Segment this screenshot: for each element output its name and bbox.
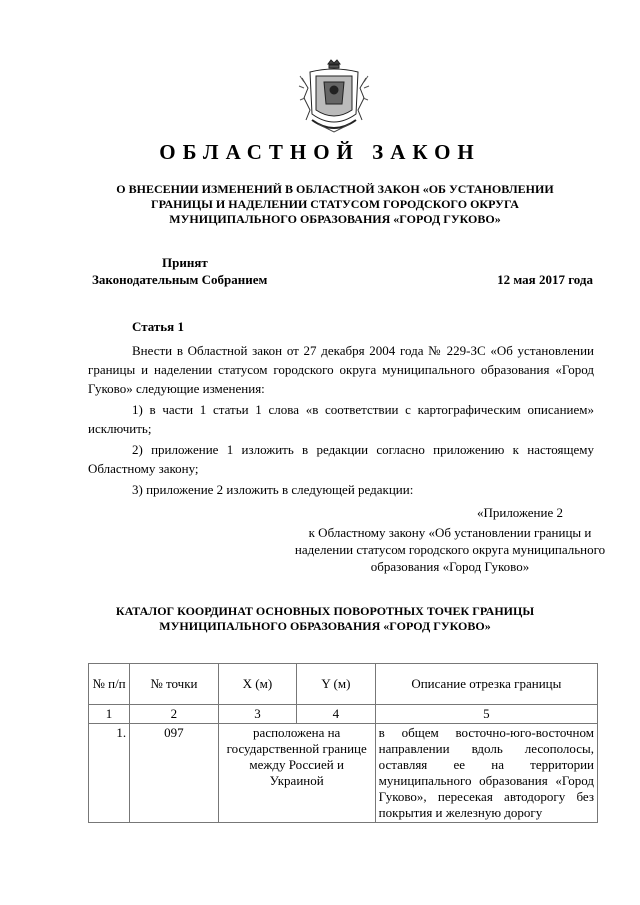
document-type-heading: ОБЛАСТНОЙ ЗАКОН xyxy=(159,140,481,164)
table-row xyxy=(89,724,598,823)
column-header-point: № точки xyxy=(130,664,219,705)
article-body xyxy=(88,341,594,501)
column-number: 2 xyxy=(130,705,219,724)
coat-of-arms-emblem xyxy=(298,58,370,138)
appendix-reference: к Областному закону «Об установлении границы и наделении статусом городского округа муниципального образования «Город Гуково» xyxy=(294,525,606,574)
row-point: 097 xyxy=(130,724,219,823)
column-header-x: X (м) xyxy=(218,664,296,705)
column-number-row xyxy=(89,705,598,724)
row-coordinates: расположена на государственной границе между Россией и Украиной xyxy=(218,724,375,823)
column-header-number: № п/п xyxy=(89,664,130,705)
column-number: 4 xyxy=(297,705,375,724)
adopted-by-label: Законодательным Собранием xyxy=(92,272,268,287)
column-header-description: Описание отрезка границы xyxy=(375,664,597,705)
catalog-title: КАТАЛОГ КООРДИНАТ ОСНОВНЫХ ПОВОРОТНЫХ ТОЧЕК ГРАНИЦЫ МУНИЦИПАЛЬНОГО ОБРАЗОВАНИЯ «ГОРОД ГУКОВО» xyxy=(115,604,535,633)
row-number: 1. xyxy=(89,724,130,823)
column-header-y: Y (м) xyxy=(297,664,375,705)
column-number: 1 xyxy=(89,705,130,724)
article-paragraph: Внести в Областной закон от 27 декабря 2004 года № 229-ЗС «Об установлении границы и наделении статусом городского округа муниципального образования «Город Гуково» следующие изменения: xyxy=(88,343,594,396)
row-description: в общем восточно-юго-восточном направлении вдоль лесополосы, оставляя ее на территории муниципального образования «Город Гуково», пересекая автодорогу без покрытия и железную дорогу xyxy=(375,724,597,823)
document-title: О ВНЕСЕНИИ ИЗМЕНЕНИЙ В ОБЛАСТНОЙ ЗАКОН «ОБ УСТАНОВЛЕНИИ ГРАНИЦЫ И НАДЕЛЕНИИ СТАТУСОМ ГОРОДСКОГО ОКРУГА МУНИЦИПАЛЬНОГО ОБРАЗОВАНИЯ «ГОРОД ГУКОВО» xyxy=(116,182,554,226)
adoption-date: 12 мая 2017 года xyxy=(497,272,593,287)
article-heading: Статья 1 xyxy=(132,319,184,334)
appendix-title: «Приложение 2 xyxy=(476,505,563,520)
column-number: 3 xyxy=(218,705,296,724)
article-paragraph: 2) приложение 1 изложить в редакции согласно приложению к настоящему Областному закону; xyxy=(88,442,594,476)
adopted-label: Принят xyxy=(162,255,208,270)
appendix-block xyxy=(290,504,610,575)
table-header-row xyxy=(89,664,598,705)
article-paragraph: 3) приложение 2 изложить в следующей редакции: xyxy=(132,482,414,497)
coordinates-table xyxy=(88,663,598,823)
column-number: 5 xyxy=(375,705,597,724)
article-paragraph: 1) в части 1 статьи 1 слова «в соответствии с картографическим описанием» исключить; xyxy=(88,402,594,436)
